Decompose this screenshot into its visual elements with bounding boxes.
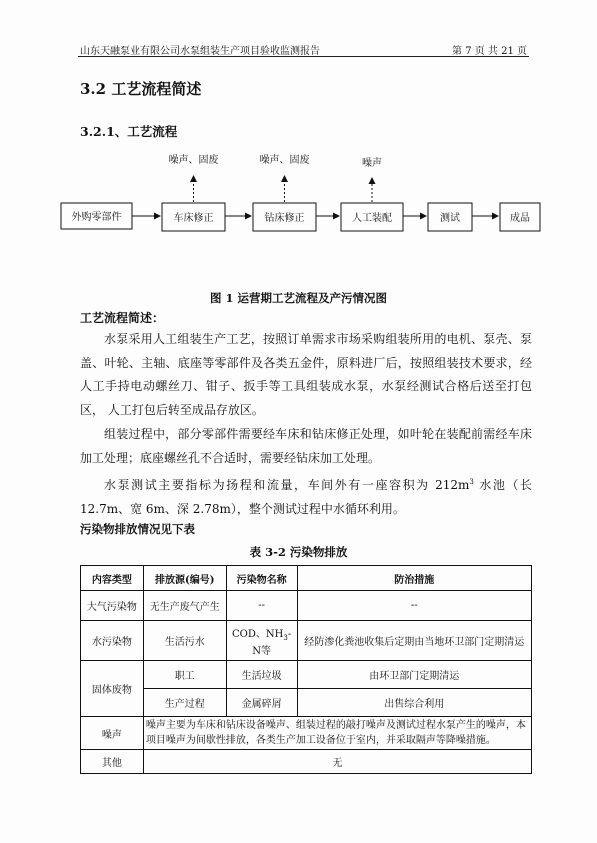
subsection-heading: 3.2.1、工艺流程 bbox=[80, 124, 178, 139]
table-cell: -- bbox=[297, 591, 531, 621]
table-cell: 生产过程 bbox=[143, 689, 226, 717]
section-heading: 3.2 工艺流程简述 bbox=[80, 80, 202, 98]
table-caption: 表 3-2 污染物排放 bbox=[249, 545, 348, 559]
table-cell: 大气污染物 bbox=[81, 591, 144, 621]
emission-label: 噪声、固废 bbox=[259, 155, 310, 166]
paragraph-1: 水泵采用人工组装生产工艺，按照订单需求市场采购组装所用的电机、泵壳、泵盖、叶轮、主轴、底座等零部件及各类五金件，原料进厂后，按照组装技术要求，经人工手持电动螺丝刀、钳子、扳手等工具组装成水泵，水泵经测试合格后送至打包区， 人工打包后转至成品存放区。 bbox=[80, 332, 532, 417]
table-cell: COD、$NH_3-N$等 bbox=[226, 621, 297, 661]
table-row bbox=[81, 661, 532, 689]
table-cell: 由环卫部门定期清运 bbox=[297, 661, 531, 689]
table-row bbox=[81, 717, 532, 750]
svg-text:成品: 成品 bbox=[510, 213, 530, 224]
table-cell: 经防渗化粪池收集后定期由当地环卫部门定期清运 bbox=[297, 621, 531, 661]
header-cell: 内容类型 bbox=[81, 566, 144, 591]
pollutant-table bbox=[80, 565, 532, 774]
process-title: 工艺流程简述： bbox=[80, 311, 165, 325]
svg-text:人工装配: 人工装配 bbox=[352, 213, 392, 224]
paragraph-3: 水泵测试主要指标为扬程和流量，车间外有一座容积为 $212m^3$ 水池（长 12.7m、宽 6m、深 2.78m），整个测试过程中水循环利用。 bbox=[80, 478, 532, 516]
table-cell: 噪声 bbox=[81, 717, 144, 750]
header-page-number: 第 7 页 共 21 页 bbox=[452, 46, 527, 57]
header-cell: 污染物名称 bbox=[226, 566, 297, 591]
table-cell: 职工 bbox=[143, 661, 226, 689]
paragraph-2: 组装过程中，部分零部件需要经车床和钻床修正处理，如叶轮在装配前需经车床加工处理；底座螺丝孔不合适时，需要经钻床加工处理。 bbox=[80, 427, 532, 465]
table-row bbox=[81, 750, 532, 774]
table-row bbox=[81, 689, 532, 717]
figure-caption: 图 1 运营期工艺流程及产污情况图 bbox=[209, 291, 387, 305]
header-cell: 排放源(编号) bbox=[143, 566, 226, 591]
flow-box-lathe bbox=[162, 203, 225, 231]
flow-box-drill bbox=[253, 203, 316, 231]
header-cell: 防治措施 bbox=[297, 566, 531, 591]
emission-label: 噪声 bbox=[362, 158, 382, 169]
emission-label: 噪声、固废 bbox=[168, 155, 219, 166]
table-cell: 生活垃圾 bbox=[226, 661, 297, 689]
table-cell: 其他 bbox=[81, 750, 144, 774]
table-row bbox=[81, 591, 532, 621]
flow-box-test bbox=[428, 203, 472, 231]
svg-text:车床修正: 车床修正 bbox=[173, 213, 214, 224]
table-cell: 噪声主要为车床和钻床设备噪声、组装过程的敲打噪声及测试过程水泵产生的噪声，本项目噪声为间歇性排放，各类生产加工设备位于室内，并采取隔声等降噪措施。 bbox=[143, 717, 531, 750]
table-cell: 金属碎屑 bbox=[226, 689, 297, 717]
svg-text:外购零部件: 外购零部件 bbox=[71, 212, 122, 223]
flow-box-purchased-parts bbox=[61, 203, 132, 229]
table-row bbox=[81, 621, 532, 661]
svg-text:测试: 测试 bbox=[440, 213, 460, 224]
table-cell: 出售综合利用 bbox=[297, 689, 531, 717]
table-intro: 污染物排放情况见下表 bbox=[80, 522, 195, 536]
header-left: 山东天融泵业有限公司水泵组装生产项目验收监测报告 bbox=[80, 46, 320, 57]
table-cell: 水污染物 bbox=[81, 621, 144, 661]
table-cell: -- bbox=[226, 591, 297, 621]
table-header-row bbox=[81, 566, 532, 591]
flow-box-product bbox=[500, 203, 540, 231]
flow-box-assembly bbox=[341, 203, 403, 231]
table-cell: 固体废物 bbox=[81, 661, 144, 717]
table-cell: 生活污水 bbox=[143, 621, 226, 661]
table-cell: 无生产废气产生 bbox=[143, 591, 226, 621]
svg-text:钻床修正: 钻床修正 bbox=[264, 213, 305, 224]
table-cell: 无 bbox=[143, 750, 531, 774]
